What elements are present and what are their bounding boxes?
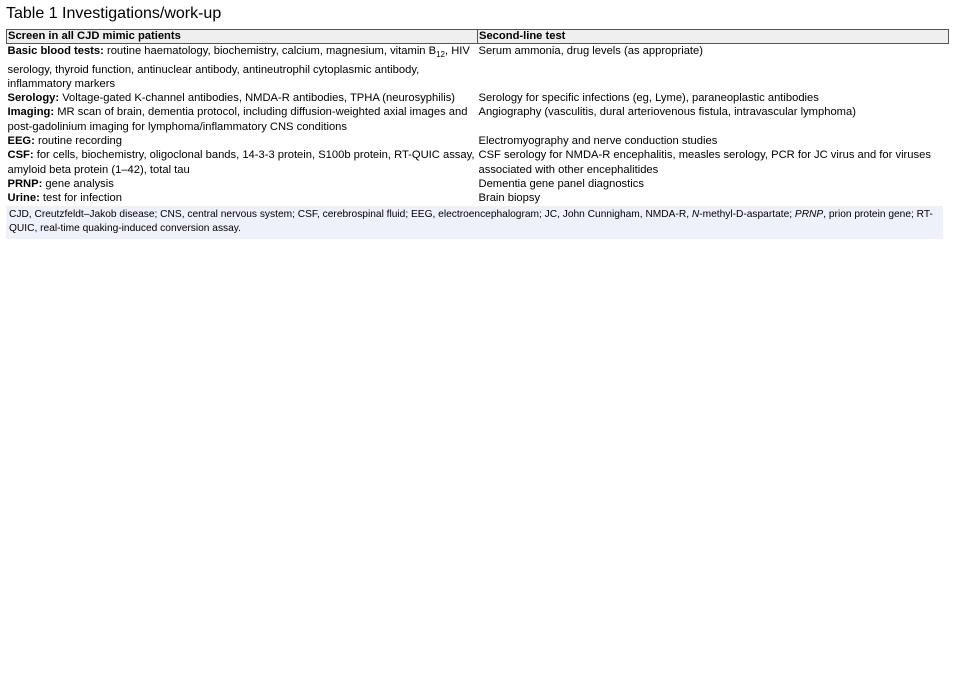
row-text: MR scan of brain, dementia protocol, including diffusion-weighted axial images and post-gadolinium imaging for lymphoma/inflammatory CNS conditions — [7, 106, 468, 133]
table-title: Table 1 Investigations/work-up — [6, 5, 222, 22]
screen-cell — [7, 148, 478, 177]
column-header-screen: Screen in all CJD mimic patients — [7, 30, 478, 44]
row-label: EEG: — [7, 135, 35, 148]
row-text: , HIV serology, thyroid function, antinuclear antibody, antineutrophil cytoplasmic antibody, inflammatory markers — [7, 45, 470, 90]
screen-cell — [7, 191, 478, 205]
table-row — [7, 148, 949, 177]
row-label: CSF: — [7, 149, 34, 162]
row-label: Urine: — [7, 192, 40, 205]
investigations-table — [6, 29, 949, 206]
second-line-cell: Serum ammonia, drug levels (as appropriate) — [478, 45, 703, 57]
footnote-text: -methyl-D-aspartate; — [699, 208, 795, 220]
second-line-cell: Brain biopsy — [478, 192, 541, 205]
table-footnote — [6, 206, 943, 239]
second-line-cell: Electromyography and nerve conduction studies — [478, 135, 718, 148]
row-text: routine haematology, biochemistry, calcium, magnesium, vitamin B — [103, 45, 437, 57]
footnote-italic: PRNP — [794, 208, 824, 220]
second-line-cell: Angiography (vasculitis, dural arteriovenous fistula, intravascular lymphoma) — [478, 106, 856, 119]
document-page — [6, 4, 948, 239]
column-header-second-line: Second-line test — [478, 30, 949, 44]
screen-cell — [7, 91, 478, 105]
table-row — [7, 134, 949, 148]
row-label: Serology: — [7, 92, 60, 105]
row-text: gene analysis — [42, 177, 114, 190]
footnote-text: CJD, Creutzfeldt–Jakob disease; CNS, central nervous system; CSF, cerebrospinal fluid; EEG, electroencephalogram; JC, John Cunnigham, NMDA-R, — [9, 208, 692, 220]
screen-cell — [7, 105, 478, 134]
row-label: Imaging: — [7, 106, 55, 119]
second-line-cell: CSF serology for NMDA-R encephalitis, measles serology, PCR for JC virus and for viruses associated with other encephalitides — [478, 149, 931, 176]
footnote-text: , prion protein gene; RT-QUIC, real-time quaking-induced conversion assay. — [9, 208, 933, 234]
screen-cell — [7, 177, 478, 191]
table-row — [7, 191, 949, 205]
table-header-row — [7, 30, 949, 44]
row-text: for cells, biochemistry, oligoclonal bands, 14-3-3 protein, S100b protein, RT-QUIC assay, amyloid beta protein (1–42), total tau — [7, 149, 475, 176]
screen-cell — [7, 44, 478, 92]
table-row — [7, 105, 949, 134]
row-text: Voltage-gated K-channel antibodies, NMDA-R antibodies, TPHA (neurosyphilis) — [59, 92, 456, 105]
table-row — [7, 177, 949, 191]
row-text: routine recording — [34, 135, 122, 148]
second-line-cell: Serology for specific infections (eg, Lyme), paraneoplastic antibodies — [478, 92, 819, 105]
second-line-cell: Dementia gene panel diagnostics — [478, 177, 644, 190]
row-text: test for infection — [39, 192, 122, 205]
screen-cell — [7, 134, 478, 148]
table-row — [7, 91, 949, 105]
table-row — [7, 44, 949, 92]
footnote-italic: N — [691, 208, 700, 220]
row-label: PRNP: — [7, 177, 43, 190]
row-subscript: 12 — [436, 50, 446, 60]
row-label: Basic blood tests: — [7, 45, 104, 57]
